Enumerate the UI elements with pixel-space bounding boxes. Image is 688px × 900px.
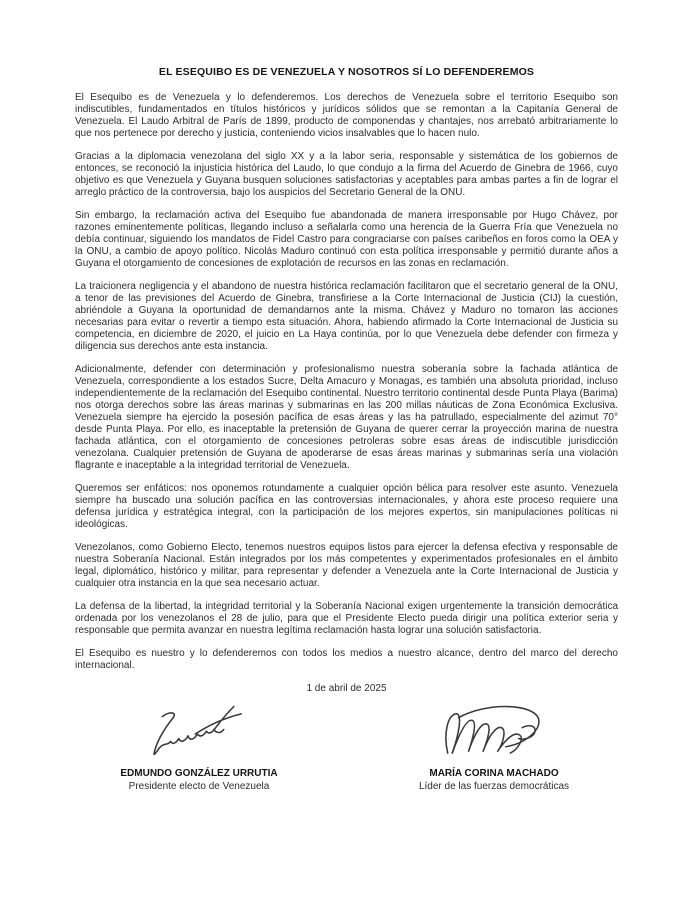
paragraph-5: Adicionalmente, defender con determinación y profesionalismo nuestra soberanía sobre la fachada atlántica de Venezuela, correspondiente a los estados Sucre, Delta Amacuro y Monagas, es también una absoluta prioridad, incluso independientemente de la reclamación del Esequibo continental. Nuestro territorio continental desde Punta Playa (Barima) nos otorga derechos sobre las áreas marinas y submarinas en las 200 millas náuticas de Zona Económica Exclusiva. Venezuela siempre ha ejercido la posesión pacífica de esas áreas y las ha patrullado, especialmente del azimut 70° desde Punta Playa. Por ello, es inaceptable la pretensión de Guyana de querer cerrar la proyección marina de nuestra fachada atlántica, con el otorgamiento de concesiones petroleras sobre esas áreas de indiscutible jurisdicción venezolana. Cualquier pretensión de Guyana de apoderarse de esas áreas marinas y submarinas sería una violación flagrante e inaceptable a la integridad territorial de Venezuela.	[75, 364, 618, 471]
signer-machado	[372, 704, 617, 793]
machado-signature-icon	[435, 704, 553, 764]
paragraph-2: Gracias a la diplomacia venezolana del siglo XX y a la labor seria, responsable y sistemática de los gobiernos de entonces, se reconoció la injusticia histórica del Laudo, lo que condujo a la firma del Acuerdo de Ginebra de 1966, cuyo objetivo es que Venezuela y Guyana busquen soluciones satisfactorias y aceptables para ambas partes a fin de lograr el arreglo práctico de la controversia, bajo los auspicios del Secretario General de la ONU.	[75, 151, 618, 198]
gonzalez-signature-icon	[144, 704, 254, 764]
signer-role: Líder de las fuerzas democráticas	[418, 781, 570, 792]
document-body	[75, 92, 618, 672]
signer-name: EDMUNDO GONZÁLEZ URRUTIA	[120, 768, 278, 779]
paragraph-9: El Esequibo es nuestro y lo defenderemos con todos los medios a nuestro alcance, dentro del marco del derecho internacional.	[75, 648, 618, 671]
signature-block	[75, 704, 618, 793]
paragraph-8: La defensa de la libertad, la integridad territorial y la Soberanía Nacional exigen urgentemente la transición democrática ordenada por los venezolanos el 28 de julio, para que el Presidente Electo pueda dirigir una política exterior seria y responsable que permita avanzar en nuestra legítima reclamación hasta lograr una solución satisfactoria.	[75, 601, 618, 636]
paragraph-4: La traicionera negligencia y el abandono de nuestra histórica reclamación facilitaron que el secretario general de la ONU, a tenor de las previsiones del Acuerdo de Ginebra, transfiriese a la Corte Internacional de Justicia (CIJ) la cuestión, abriéndole a Guyana la oportunidad de demandarnos ante la misma. Chávez y Maduro no tomaron las acciones necesarias para evitar o revertir a tiempo esta situación. Ahora, habiendo afirmado la Corte Internacional de Justicia su competencia, en diciembre de 2020, el juicio en La Haya continúa, por lo que Venezuela debe defender con firmeza y diligencia sus derechos ante esta instancia.	[75, 281, 618, 352]
document-title: EL ESEQUIBO ES DE VENEZUELA Y NOSOTROS SÍ LO DEFENDEREMOS	[158, 66, 535, 78]
signer-gonzalez	[77, 704, 322, 793]
paragraph-7: Venezolanos, como Gobierno Electo, tenemos nuestros equipos listos para ejercer la defensa efectiva y responsable de nuestra Soberanía Nacional. Están integrados por los más competentes y experimentados profesionales en el ámbito legal, diplomático, histórico y militar, para representar y defender a Venezuela ante la Corte Internacional de Justicia y cualquier otra instancia en la que sea necesario actuar.	[75, 542, 618, 589]
paragraph-3: Sin embargo, la reclamación activa del Esequibo fue abandonada de manera irresponsable por Hugo Chávez, por razones eminentemente políticas, llegando incluso a señalarla como una herencia de la Guerra Fría que Venezuela no debía continuar, siguiendo los mandatos de Fidel Castro para congraciarse con países caribeños en foros como la OEA y la ONU, a cambio de apoyo político. Nicolás Maduro continuó con esta política irresponsable y permitió durante años a Guyana el otorgamiento de concesiones de explotación de recursos en las zonas en reclamación.	[75, 210, 618, 269]
signer-role: Presidente electo de Venezuela	[128, 781, 270, 792]
document-date: 1 de abril de 2025	[306, 683, 387, 694]
signer-name: MARÍA CORINA MACHADO	[429, 768, 559, 779]
paragraph-6: Queremos ser enfáticos: nos oponemos rotundamente a cualquier opción bélica para resolver este asunto. Venezuela siempre ha buscado una solución pacífica en las controversias internacionales, y ahora este proceso requiere una defensa jurídica y estratégica integral, con la participación de los mejores expertos, sin manipulaciones políticas ni ideológicas.	[75, 483, 618, 530]
paragraph-1: El Esequibo es de Venezuela y lo defenderemos. Los derechos de Venezuela sobre el territorio Esequibo son indiscutibles, fundamentados en títulos históricos y jurídicos sólidos que se remontan a la Capitanía General de Venezuela. El Laudo Arbitral de París de 1899, producto de componendas y chantajes, nos arrebató arbitrariamente lo que nos pertenece por derecho y justicia, conteniendo vicios insalvables que lo hacen nulo.	[75, 92, 618, 139]
